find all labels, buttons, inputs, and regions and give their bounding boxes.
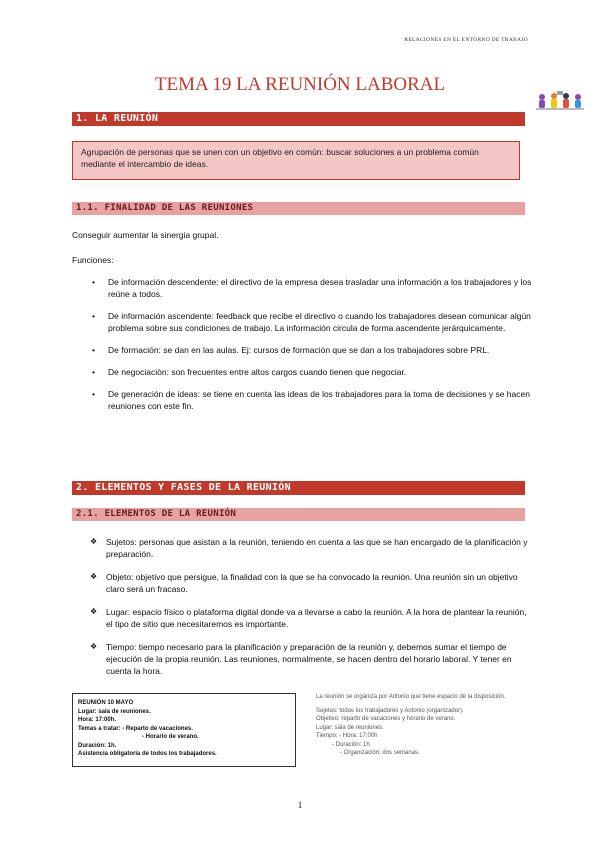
diamond-bullet-icon: ❖ <box>90 572 98 581</box>
example-analysis-line: Lugar: sala de reuniones. <box>316 724 384 731</box>
diamond-bullet-icon: ❖ <box>90 537 98 546</box>
functions-label: Funciones: <box>72 255 114 265</box>
list-item: ❖ Lugar: espacio físico o plataforma digital donde va a llevarse a cabo la reunión. A la hora de plantear la reunión, el tipo de sitio que necesitaremos es importante. <box>90 607 527 629</box>
section-heading-elementos-fases: 2. ELEMENTOS Y FASES DE LA REUNIÓN <box>72 481 525 495</box>
bullet-icon: • <box>92 389 95 399</box>
definition-box: Agrupación de personas que se unen con un objetivo en común: buscar soluciones a un problema común mediante el intercambio de ideas. <box>72 141 520 180</box>
example-time: Hora: 17:00h. <box>78 717 117 723</box>
example-analysis-line: Tiempo: - Hora: 17:00h <box>316 733 378 739</box>
list-item: • De generación de ideas: se tiene en cuenta las ideas de los trabajadores para la toma de decisiones y se hacen reuniones con este fin. <box>92 389 530 411</box>
intro-paragraph: Conseguir aumentar la sinergia grupal. <box>72 230 219 240</box>
example-analysis-line: - Duración: 1h <box>332 741 370 748</box>
example-analysis-line: Sujetos: todos los trabajadores y Antonio (organizador). <box>316 707 464 714</box>
section-heading-la-reunion: 1. LA REUNIÓN <box>72 112 525 126</box>
list-item: ❖ Objeto: objetivo que persigue, la finalidad con la que se ha convocado la reunión. Una reunión sin un objetivo claro será un fracaso. <box>90 572 518 594</box>
example-analysis-line: Objetivo: reparto de vacaciones y horario de verano. <box>316 716 456 722</box>
meeting-illustration-icon <box>530 88 590 116</box>
bullet-icon: • <box>92 367 95 377</box>
bullet-icon: • <box>92 345 95 355</box>
diamond-bullet-icon: ❖ <box>90 607 98 616</box>
example-duration: Duración: 1h. <box>78 742 117 749</box>
bullet-icon: • <box>92 311 95 321</box>
functions-list <box>92 276 532 412</box>
example-attendance: Asistencia obligatoria de todos los trabajadores. <box>78 751 217 757</box>
example-analysis-line: La reunión se organiza por Antonio que tiene espacio de la disposición. <box>316 694 506 700</box>
diamond-bullet-icon: ❖ <box>90 642 98 651</box>
example-meeting-box <box>72 693 296 767</box>
page-title: TEMA 19 LA REUNIÓN LABORAL <box>154 74 446 95</box>
example-analysis <box>316 693 546 758</box>
running-header: RELACIONES EN EL ENTORNO DE TRABAJO <box>404 37 528 43</box>
subsection-heading-elementos: 2.1. ELEMENTOS DE LA REUNIÓN <box>72 508 525 521</box>
list-item: • De información descendente: el directivo de la empresa desea trasladar una información a los trabajadores y los reúne a todos. <box>92 277 532 299</box>
example-topics: Temas a tratar: - Reparto de vacaciones. <box>78 725 193 732</box>
example-place: Lugar: sala de reuniones. <box>78 708 151 715</box>
list-item: • De formación: se dan en las aulas. Ej: cursos de formación que se dan a los trabajadores sobre PRL. <box>92 345 490 355</box>
list-item: • De información ascendente: feedback que recibe el directivo o cuando los trabajadores desean comunicar algún problema sobre sus condiciones de trabajo. La información circula de forma ascendente jerárquicamente. <box>92 311 531 333</box>
page-number: 1 <box>297 800 303 810</box>
elements-list <box>90 536 530 677</box>
example-title: REUNIÓN 10 MAYO <box>78 700 134 706</box>
subsection-heading-finalidad: 1.1. FINALIDAD DE LAS REUNIONES <box>72 202 525 215</box>
bullet-icon: • <box>92 277 95 287</box>
list-item: • De negociación: son frecuentes entre altos cargos cuando tienen que negociar. <box>92 367 407 377</box>
example-analysis-line: - Organización: dos semanas. <box>340 750 420 756</box>
list-item: ❖ Sujetos: personas que asistan a la reunión, teniendo en cuenta a las que se han encargado de la planificación y preparación. <box>90 537 528 559</box>
example-topics-2: - Horario de verano. <box>142 734 199 740</box>
list-item: ❖ Tiempo: tiempo necesario para la planificación y preparación de la reunión y, debemos sumar el tiempo de ejecución de la propia reunión. Las reuniones, normalmente, se hacen dentro del horario laboral. Y tener en cuenta la hora. <box>90 642 512 676</box>
